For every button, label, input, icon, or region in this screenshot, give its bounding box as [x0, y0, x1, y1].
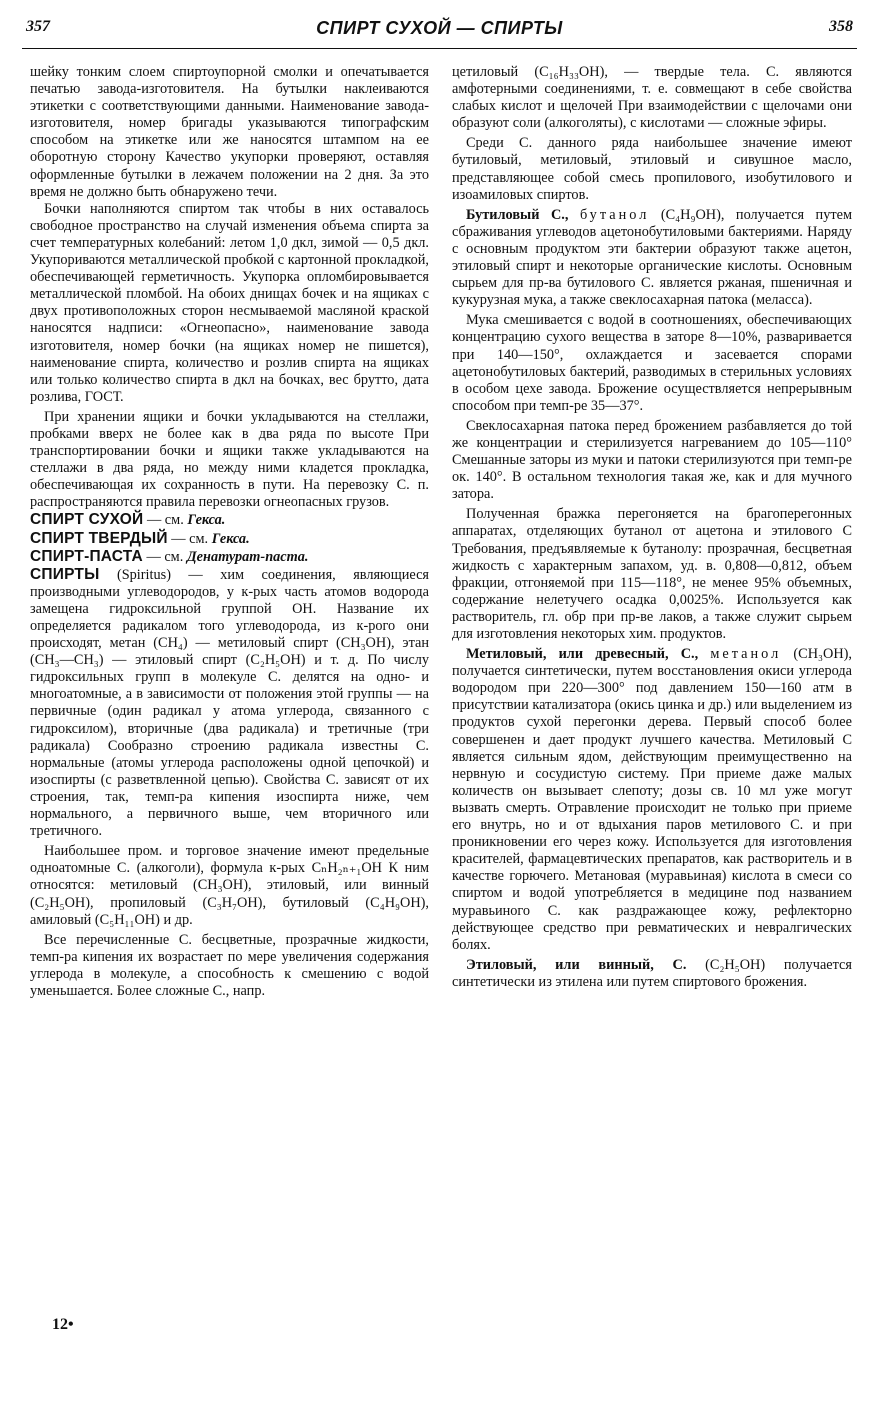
dictionary-entry: [30, 548, 429, 566]
entry-headword: СПИРТЫ: [30, 565, 100, 583]
right-column: [452, 64, 852, 991]
subentry-text: (CH₃OH), получается синтетически, путем восстановления окиси углерода водородом при 220—300° под давлением 150—160 атм в присутствии катализатора (окись цинка и др.) или выделением из продуктов сухой перегонки дерева. Первый способ более совершенен и дает продукт лучшего качества. Метиловый С является сильным ядом, действующим преимущественно на нервную и сосудистую систему. При приеме даже малых количеств он вызывает слепоту; дозы св. 10 мл уже могут вызвать смерть. Отравление происходит не только при приеме его внутрь, но и от вдыхания паров метилового С. и при проникновении его через кожу. Используется для изготовления красителей, фармацевтических препаратов, как растворитель и в качестве горючего. Метановая (муравьиная) кислота в смеси со спиртом и водой употребляется в медицине под названием муравьиного С. как раздражающее кожу, рефлекторно действующее средство при ревматических и невралгических болях.: [452, 646, 852, 953]
cross-reference: Гекса.: [187, 512, 226, 529]
cross-reference: Гекса.: [211, 530, 250, 547]
signature-mark: 12•: [52, 1316, 74, 1333]
paragraph: шейку тонким слоем спиртоупорной смолки и опечатывается печатью завода-изготовителя. На бутылки наклеиваются этикетки с соответствующими данными. Наименование завода-изготовителя, номер бригады указываются типографским способом на этикетке или же наносятся штампом на ее оборотную сторону Качество укупорки проверяют, оставляя оформленные бутылки в лежачем положении на 2 дня. За это время не должно быть обнаружено течи.: [30, 64, 429, 200]
subentry-headword: Бутиловый С.,: [466, 206, 569, 223]
running-title: СПИРТ СУХОЙ — СПИРТЫ: [316, 18, 563, 38]
paragraph: Полученная бражка перегоняется на брагоперегонных аппаратах, отделяющих бутанол от ацетона и этилового С Требования, предъявляемые к бутанолу: прозрачная, бесцветная жидкость с характерным запахом, уд. в. 0,808—0,812, объем фракции, отгоняемой при 115—118°, не менее 95% объемных, содержание нелетучего осадка 0,0025%. Используется как растворитель, гл. обр при пр-ве лаков, а также служит сырьем для изготовления некоторых хим. продуктов.: [452, 506, 852, 642]
alt-name: метанол: [710, 646, 782, 663]
paragraph: Свеклосахарная патока перед брожением разбавляется до той же концентрации и стерилизуется нагреванием до 105—110° Смешанные заторы из муки и патоки стерилизуются при темп-ре ок. 140°. В остальном технология такая же, как и для мучного затора.: [452, 417, 852, 503]
page-number-right: 358: [829, 18, 853, 35]
alt-name: бутанол: [579, 206, 650, 223]
subentry: [452, 646, 852, 954]
paragraph: Все перечисленные С. бесцветные, прозрачные жидкости, темп-ра кипения их возрастает по мере увеличения содержания углерода в молекуле, а способность к смешению с водой уменьшается. Более сложные С., напр.: [30, 931, 429, 999]
paragraph: Среди С. данного ряда наибольшее значение имеют бутиловый, метиловый, этиловый и сивушное масло, представляющее собой смесь пропилового, изобутилового и изоамиловых спиртов.: [452, 135, 852, 203]
subentry-text: (C₄H₉OH), получается путем сбраживания углеводов ацетонобутиловыми бактериями. Наряду с основным продуктом эти бактерии образуют также ацетон, этиловый спирт и некоторые органические кислоты. Основным сырьем для пр-ва бутилового С. является ржаная, пшеничная и кукурузная мука, а также свеклосахарная патока (меласса).: [452, 206, 852, 309]
subentry-text: (C₂H₅OH) получается синтетически из этилена или путем спиртового брожения.: [452, 956, 852, 990]
paragraph: цетиловый (C₁₆H₃₃OH), — твердые тела. С. являются амфотерными соединениями, т. е. совмещают в себе свойства слабых кислот и щелочей При взаимодействии с щелочами они образуют соли (алкоголяты), с кислотами — сложные эфиры.: [452, 64, 852, 132]
paragraph: Мука смешивается с водой в соотношениях, обеспечивающих концентрацию сухого вещества в заторе 8—10%, разваривается при 140—150°, охлаждается и засевается спорами ацетонобутиловых бактерий, разводимых в стерильных условиях в особом цехе завода. Брожение осуществляется непрерывным способом при темп-ре 35—37°.: [452, 312, 852, 414]
dictionary-entry: [30, 566, 429, 841]
dictionary-entry: [30, 530, 429, 548]
left-column: [30, 64, 429, 1000]
see-also-label: — см.: [146, 548, 184, 565]
paragraph: При хранении ящики и бочки укладываются на стеллажи, пробками вверх не более как в два ряда по высоте При транспортировании бочки и ящики также укладываются на стеллажи в два ряда, но между ними кладется прокладка, обеспечивающая их сохранность в пути. На перевозку С. п. распространяются правила перевозки огнеопасных грузов.: [30, 408, 429, 511]
entry-headword: СПИРТ СУХОЙ: [30, 511, 144, 529]
cross-reference: Денатурат-паста.: [186, 548, 309, 565]
subentry-headword: Метиловый, или древесный, С.,: [466, 646, 699, 663]
subentry: [452, 207, 852, 310]
entry-headword: СПИРТ ТВЕРДЫЙ: [30, 529, 168, 547]
dictionary-entry: [30, 511, 429, 529]
see-also-label: — см.: [146, 512, 184, 529]
subentry: [452, 957, 852, 991]
paragraph: Наибольшее пром. и торговое значение имеют предельные одноатомные С. (алкоголи), формула к-рых CₙH₂ₙ₊₁OH К ним относятся: метиловый (CH₃OH), этиловый, или винный (C₂H₅OH), пропиловый (C₃H₇OH), бутиловый (C₄H₉OH), амиловый (C₅H₁₁OH) и др.: [30, 843, 429, 928]
subentry-headword: Этиловый, или винный, С.: [466, 956, 687, 973]
see-also-label: — см.: [171, 530, 209, 547]
paragraph: Бочки наполняются спиртом так чтобы в них оставалось свободное пространство на случай изменения объема спирта за счет температурных колебаний: летом 1,0 дкл, зимой — 0,5 дкл. Укупориваются металлической пробкой с картонной прокладкой, обеспечивающей герметичность. Укупорка опломбировывается металлической пломбой. На обоих днищах бочек и на ящиках с двух противоположных сторон несмываемой масляной краской наносятся надписи: «Огнеопасно», наименование завода изготовителя, номер бочки (на ящиках номер не пишется), наименование спирта, количество и розлив спирта на ящиках или только количество спирта в дкл на бочках, вес брутто, дата розлива, ГОСТ.: [30, 200, 429, 405]
running-head: [22, 14, 857, 49]
page-number-left: 357: [26, 18, 50, 35]
entry-headword: СПИРТ-ПАСТА: [30, 547, 143, 565]
entry-text: (Spiritus) — хим соединения, являющиеся производными углеводородов, у к-рых часть атомов водорода замещена гидроксильной группой ОН. Название их определяется радикалом того углеводорода, из к-рого они происходят, метан (CH₄) — метиловый спирт (CH₃OH), этан (CH₃—CH₃) — этиловый спирт (C₂H₅OH) и т. д. По числу гидроксильных групп в молекуле С. делятся на одно- и многоатомные, а в зависимости от положения этой группы — на первичные (один радикал у атома углерода, связанного с гидроксилом), вторичные (два радикала) и третичные (три радикала) Сообразно строению радикала известны С. нормальные (атомы углерода расположены одной цепочкой) и изоспирты (с разветвленной цепью). Свойства С. зависят от их строения, так, темп-ра кипения изоспирта ниже, чем нормального, а первичного выше, чем вторичного или третичного.: [30, 566, 430, 840]
